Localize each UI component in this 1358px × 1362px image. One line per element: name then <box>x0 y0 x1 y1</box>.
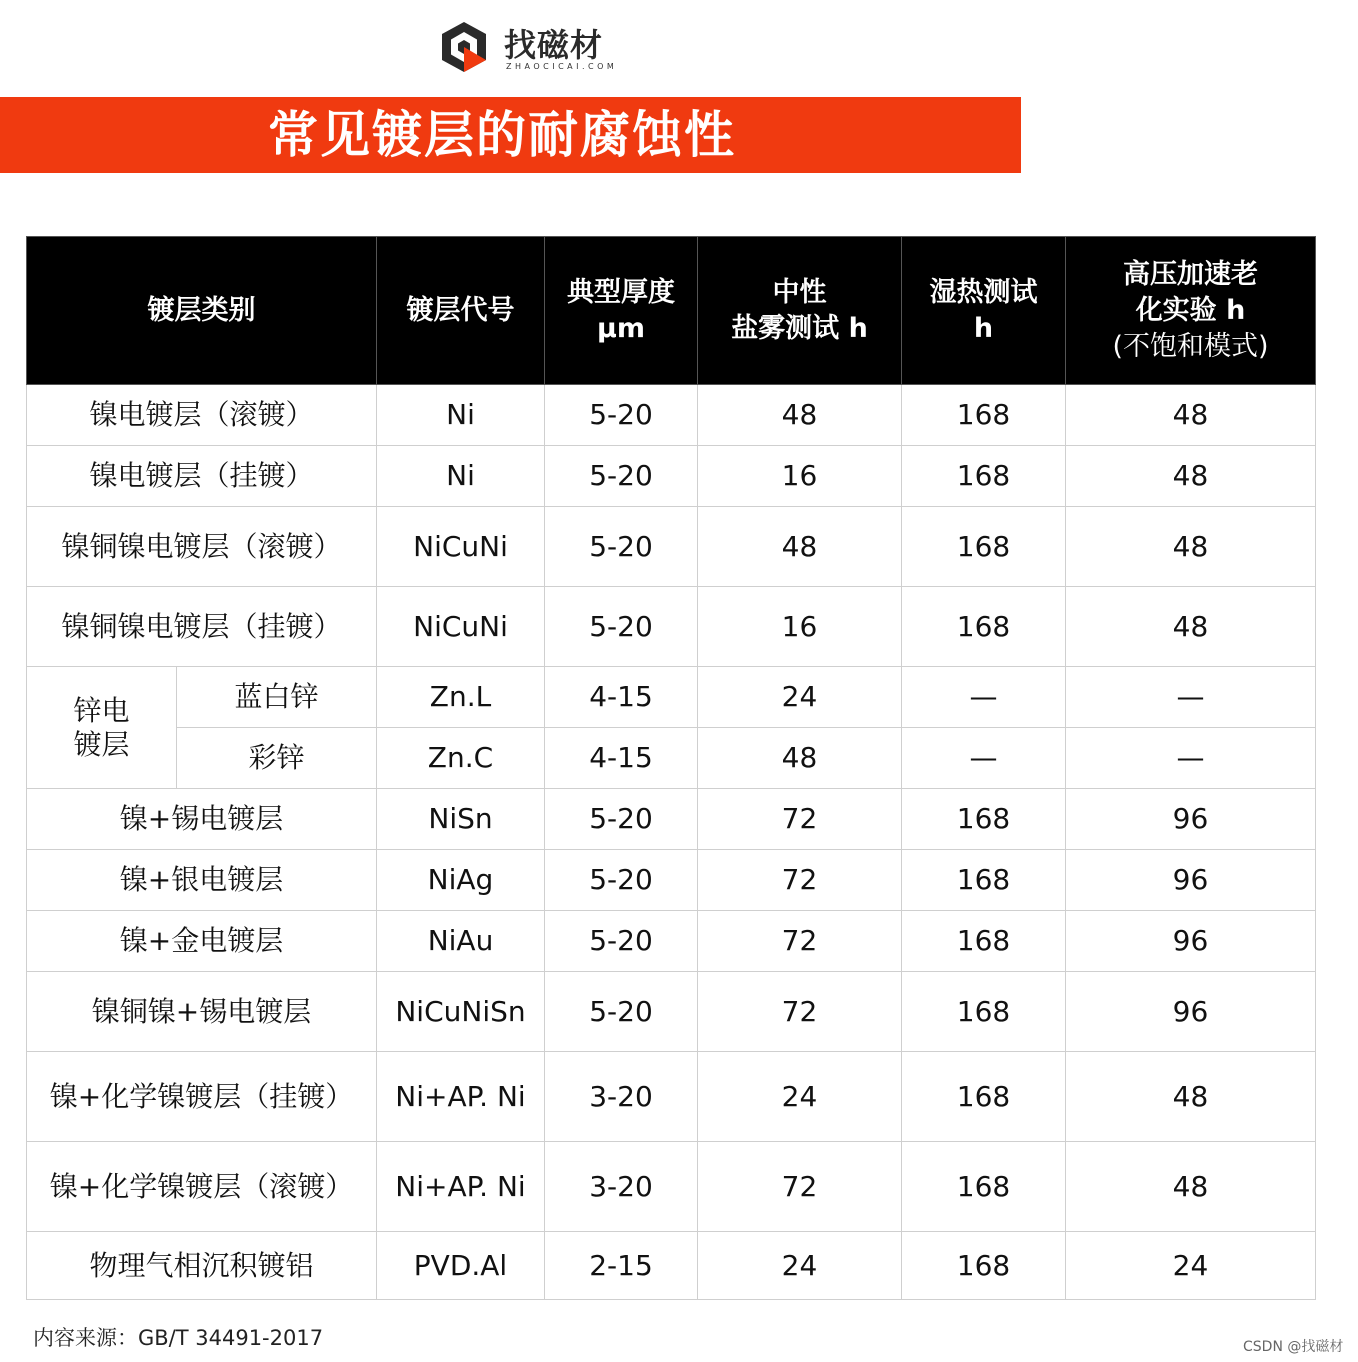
cell-code: NiSn <box>377 789 545 850</box>
cell-thickness: 4-15 <box>545 667 698 728</box>
cell-pressure-aging: 48 <box>1066 1142 1316 1232</box>
cell-pressure-aging: — <box>1066 667 1316 728</box>
title-banner <box>0 97 1021 173</box>
header-pressure-aging: 高压加速老 化实验 h (不饱和模式) <box>1066 237 1316 385</box>
cell-code: NiCuNi <box>377 507 545 587</box>
header-damp-heat: 湿热测试 h <box>902 237 1066 385</box>
page-title: 常见镀层的耐腐蚀性 <box>268 106 736 164</box>
table-row <box>27 911 1316 972</box>
cell-thickness: 5-20 <box>545 911 698 972</box>
cell-salt-spray: 72 <box>698 972 902 1052</box>
cell-type: 镍+银电镀层 <box>27 850 377 911</box>
cell-pressure-aging: — <box>1066 728 1316 789</box>
header-coating-code: 镀层代号 <box>377 237 545 385</box>
cell-damp-heat: 168 <box>902 972 1066 1052</box>
cell-salt-spray: 72 <box>698 911 902 972</box>
cell-code: PVD.Al <box>377 1232 545 1300</box>
cell-type: 物理气相沉积镀铝 <box>27 1232 377 1300</box>
watermark: CSDN @找磁材 <box>1243 1339 1344 1355</box>
cell-pressure-aging: 48 <box>1066 587 1316 667</box>
cell-thickness: 5-20 <box>545 850 698 911</box>
cell-pressure-aging: 96 <box>1066 850 1316 911</box>
cell-damp-heat: — <box>902 728 1066 789</box>
cell-type: 镍铜镍+锡电镀层 <box>27 972 377 1052</box>
cell-thickness: 5-20 <box>545 789 698 850</box>
cell-code: Ni+AP. Ni <box>377 1142 545 1232</box>
cell-damp-heat: 168 <box>902 385 1066 446</box>
cell-salt-spray: 48 <box>698 728 902 789</box>
cell-pressure-aging: 96 <box>1066 911 1316 972</box>
table-row <box>27 728 1316 789</box>
cell-salt-spray: 72 <box>698 789 902 850</box>
cell-thickness: 5-20 <box>545 587 698 667</box>
cell-code: NiCuNiSn <box>377 972 545 1052</box>
cell-code: NiCuNi <box>377 587 545 667</box>
cell-salt-spray: 72 <box>698 850 902 911</box>
cell-code: Ni <box>377 446 545 507</box>
brand-name: 找磁材 <box>504 26 604 64</box>
cell-salt-spray: 16 <box>698 446 902 507</box>
cell-salt-spray: 48 <box>698 507 902 587</box>
cell-damp-heat: 168 <box>902 446 1066 507</box>
cell-pressure-aging: 96 <box>1066 972 1316 1052</box>
cell-damp-heat: 168 <box>902 1052 1066 1142</box>
cell-damp-heat: 168 <box>902 789 1066 850</box>
cell-code: Zn.L <box>377 667 545 728</box>
table-row <box>27 972 1316 1052</box>
cell-code: NiAu <box>377 911 545 972</box>
cell-code: Ni <box>377 385 545 446</box>
cell-thickness: 4-15 <box>545 728 698 789</box>
cell-pressure-aging: 96 <box>1066 789 1316 850</box>
table-row <box>27 850 1316 911</box>
cell-salt-spray: 16 <box>698 587 902 667</box>
header-salt-spray: 中性 盐雾测试 h <box>698 237 902 385</box>
cell-type: 镍+锡电镀层 <box>27 789 377 850</box>
cell-code: Ni+AP. Ni <box>377 1052 545 1142</box>
cell-salt-spray: 48 <box>698 385 902 446</box>
table-row <box>27 1142 1316 1232</box>
table-row <box>27 507 1316 587</box>
cell-type: 蓝白锌 <box>177 667 377 728</box>
table-row <box>27 446 1316 507</box>
cell-thickness: 2-15 <box>545 1232 698 1300</box>
cell-type: 镍+金电镀层 <box>27 911 377 972</box>
table-row <box>27 587 1316 667</box>
header-coating-type: 镀层类别 <box>27 237 377 385</box>
cell-thickness: 5-20 <box>545 446 698 507</box>
brand-domain: ZHAOCICAI.COM <box>506 62 618 71</box>
cell-damp-heat: 168 <box>902 507 1066 587</box>
table-header-row <box>27 237 1316 385</box>
table-row <box>27 667 1316 728</box>
cell-damp-heat: 168 <box>902 911 1066 972</box>
cell-damp-heat: 168 <box>902 1142 1066 1232</box>
cell-salt-spray: 24 <box>698 1232 902 1300</box>
cell-damp-heat: 168 <box>902 587 1066 667</box>
coating-corrosion-table <box>26 236 1316 1300</box>
cell-pressure-aging: 48 <box>1066 1052 1316 1142</box>
cell-group-zinc: 锌电 镀层 <box>27 667 177 789</box>
cell-salt-spray: 24 <box>698 1052 902 1142</box>
cell-code: Zn.C <box>377 728 545 789</box>
table-row <box>27 789 1316 850</box>
cell-damp-heat: 168 <box>902 1232 1066 1300</box>
header-thickness: 典型厚度 μm <box>545 237 698 385</box>
cell-thickness: 3-20 <box>545 1142 698 1232</box>
cell-pressure-aging: 48 <box>1066 507 1316 587</box>
cell-pressure-aging: 48 <box>1066 446 1316 507</box>
hexagon-logo-icon <box>437 20 491 74</box>
cell-thickness: 3-20 <box>545 1052 698 1142</box>
source-note: 内容来源：GB/T 34491-2017 <box>33 1326 324 1350</box>
cell-salt-spray: 24 <box>698 667 902 728</box>
cell-type: 镍电镀层（挂镀） <box>27 446 377 507</box>
cell-code: NiAg <box>377 850 545 911</box>
cell-damp-heat: 168 <box>902 850 1066 911</box>
cell-type: 镍铜镍电镀层（挂镀） <box>27 587 377 667</box>
cell-damp-heat: — <box>902 667 1066 728</box>
table-row <box>27 1052 1316 1142</box>
cell-pressure-aging: 48 <box>1066 385 1316 446</box>
cell-thickness: 5-20 <box>545 507 698 587</box>
table-row <box>27 385 1316 446</box>
cell-pressure-aging: 24 <box>1066 1232 1316 1300</box>
table-row <box>27 1232 1316 1300</box>
cell-type: 镍电镀层（滚镀） <box>27 385 377 446</box>
cell-type: 镍+化学镍镀层（挂镀） <box>27 1052 377 1142</box>
cell-thickness: 5-20 <box>545 385 698 446</box>
brand-logo <box>437 18 637 76</box>
cell-type: 彩锌 <box>177 728 377 789</box>
cell-type: 镍+化学镍镀层（滚镀） <box>27 1142 377 1232</box>
cell-salt-spray: 72 <box>698 1142 902 1232</box>
cell-thickness: 5-20 <box>545 972 698 1052</box>
cell-type: 镍铜镍电镀层（滚镀） <box>27 507 377 587</box>
